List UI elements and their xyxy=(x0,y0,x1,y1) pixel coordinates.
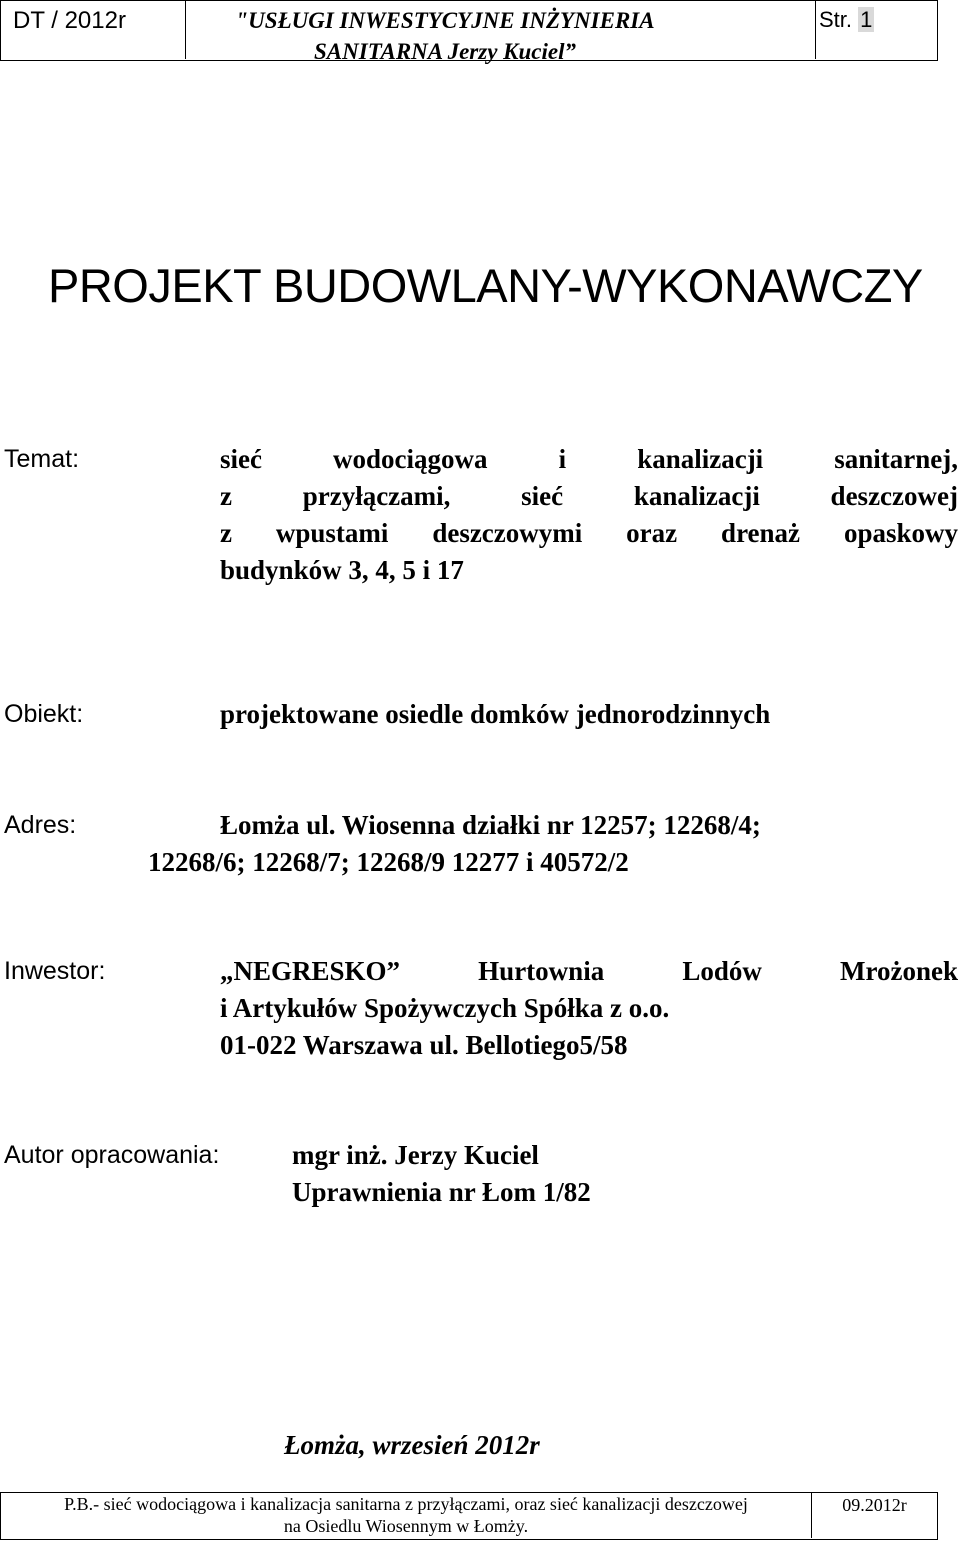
header-page xyxy=(819,7,874,33)
header-page-label: Str. xyxy=(819,7,853,32)
header-company-cell xyxy=(185,1,816,64)
temat-line3: z wpustami deszczowymi oraz drenaż opaskowy xyxy=(220,518,958,548)
header-doc-code: DT / 2012r xyxy=(13,7,126,34)
adres-line1: Łomża ul. Wiosenna działki nr 12257; 12268/4; xyxy=(220,810,761,840)
autor-line1: mgr inż. Jerzy Kuciel xyxy=(292,1140,539,1170)
adres-line2: 12268/6; 12268/7; 12268/9 12277 i 40572/2 xyxy=(148,847,629,877)
obiekt-label: Obiekt: xyxy=(4,700,84,728)
inwestor-line1: „NEGRESKO” Hurtownia Lodów Mrożonek xyxy=(220,956,958,986)
adres-label: Adres: xyxy=(4,811,77,839)
header-company xyxy=(185,5,705,67)
autor-line2: Uprawnienia nr Łom 1/82 xyxy=(292,1177,591,1207)
inwestor-label: Inwestor: xyxy=(4,957,106,985)
header-page-number: 1 xyxy=(860,7,873,32)
autor-label: Autor opracowania: xyxy=(4,1141,220,1169)
footer-line2: na Osiedlu Wiosennym w Łomży. xyxy=(283,1516,529,1536)
page-footer xyxy=(0,1492,938,1540)
temat-line4: budynków 3, 4, 5 i 17 xyxy=(220,555,464,585)
temat-line2: z przyłączami, sieć kanalizacji deszczowej xyxy=(220,481,958,511)
header-company-line1: "USŁUGI INWESTYCYJNE INŻYNIERIA xyxy=(235,8,655,33)
temat-label: Temat: xyxy=(4,445,80,473)
footer-description-cell xyxy=(1,1493,812,1538)
place-date: Łomża, wrzesień 2012r xyxy=(284,1430,540,1460)
header-doc-code-cell xyxy=(1,1,186,59)
footer-date: 09.2012r xyxy=(842,1495,907,1515)
page-header xyxy=(0,0,938,64)
temat-line1: sieć wodociągowa i kanalizacji sanitarnej, xyxy=(220,444,958,474)
document-title: PROJEKT BUDOWLANY-WYKONAWCZY xyxy=(48,259,923,312)
obiekt-value: projektowane osiedle domków jednorodzinnych xyxy=(220,699,771,729)
inwestor-line2: i Artykułów Spożywczych Spółka z o.o. xyxy=(220,993,670,1023)
footer-line1: P.B.- sieć wodociągowa i kanalizacja sanitarna z przyłączami, oraz sieć kanalizacji deszczowej xyxy=(64,1494,748,1514)
inwestor-line3: 01-022 Warszawa ul. Bellotiego5/58 xyxy=(220,1030,628,1060)
header-company-line2: SANITARNA Jerzy Kuciel” xyxy=(314,39,576,64)
